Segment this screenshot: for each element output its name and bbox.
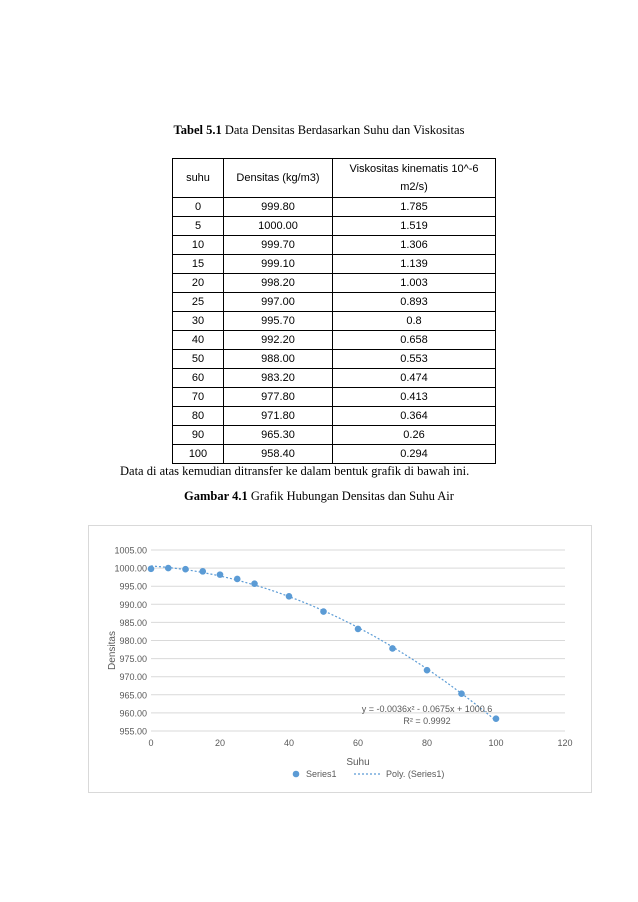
data-point	[199, 568, 206, 575]
data-table	[172, 158, 496, 464]
x-tick-label: 100	[488, 738, 504, 748]
data-point	[320, 608, 327, 615]
chart-caption-label: Gambar 4.1	[184, 489, 248, 503]
cell-viskositas: 1.519	[333, 217, 496, 236]
cell-densitas: 1000.00	[224, 217, 333, 236]
y-tick-label: 965.00	[119, 690, 147, 701]
cell-suhu: 25	[173, 293, 224, 312]
x-tick-label: 0	[148, 738, 154, 748]
cell-viskositas: 1.785	[333, 198, 496, 217]
data-point	[286, 593, 293, 600]
cell-densitas: 998.20	[224, 274, 333, 293]
x-tick-label: 20	[214, 738, 226, 748]
cell-suhu: 15	[173, 255, 224, 274]
legend-marker-series1	[293, 771, 300, 778]
table-row	[173, 407, 496, 426]
y-tick-label: 995.00	[119, 581, 147, 592]
header-viskositas	[333, 159, 496, 198]
trendline-r2: R² = 0.9992	[403, 716, 451, 726]
table-row	[173, 217, 496, 236]
table-caption-label: Tabel 5.1	[173, 123, 222, 137]
header-densitas: Densitas (kg/m3)	[224, 159, 333, 198]
cell-densitas: 999.80	[224, 198, 333, 217]
table-row	[173, 274, 496, 293]
data-point	[182, 566, 189, 573]
cell-suhu: 0	[173, 198, 224, 217]
cell-suhu: 40	[173, 331, 224, 350]
cell-viskositas: 0.474	[333, 369, 496, 388]
table-row	[173, 331, 496, 350]
data-point	[493, 715, 500, 722]
x-axis-title: Suhu	[346, 757, 370, 768]
x-tick-label: 60	[352, 738, 364, 748]
data-point	[355, 626, 362, 633]
table-row	[173, 445, 496, 464]
cell-viskositas: 1.306	[333, 236, 496, 255]
cell-viskositas: 0.294	[333, 445, 496, 464]
y-tick-label: 1005.00	[114, 545, 147, 556]
cell-densitas: 965.30	[224, 426, 333, 445]
cell-viskositas: 0.658	[333, 331, 496, 350]
cell-suhu: 10	[173, 236, 224, 255]
cell-viskositas: 0.553	[333, 350, 496, 369]
cell-suhu: 90	[173, 426, 224, 445]
trendline-equation: y = -0.0036x² - 0.0675x + 1000.6	[361, 704, 493, 714]
cell-densitas: 977.80	[224, 388, 333, 407]
cell-densitas: 983.20	[224, 369, 333, 388]
legend-label-trendline: Poly. (Series1)	[386, 769, 445, 779]
table-row	[173, 426, 496, 445]
cell-viskositas: 0.364	[333, 407, 496, 426]
cell-suhu: 20	[173, 274, 224, 293]
cell-densitas: 999.70	[224, 236, 333, 255]
y-tick-label: 985.00	[119, 617, 147, 628]
y-tick-label: 960.00	[119, 708, 147, 719]
cell-viskositas: 0.893	[333, 293, 496, 312]
cell-viskositas: 0.8	[333, 312, 496, 331]
data-point	[424, 667, 431, 674]
data-point	[389, 645, 396, 652]
chart-caption-text: Grafik Hubungan Densitas dan Suhu Air	[250, 489, 454, 503]
cell-suhu: 80	[173, 407, 224, 426]
data-point	[165, 565, 172, 572]
cell-densitas: 992.20	[224, 331, 333, 350]
table-row	[173, 350, 496, 369]
table-row	[173, 255, 496, 274]
table-body	[173, 198, 496, 464]
cell-densitas: 988.00	[224, 350, 333, 369]
legend-label-series1: Series1	[306, 769, 337, 779]
table-row	[173, 369, 496, 388]
cell-densitas: 958.40	[224, 445, 333, 464]
cell-densitas: 971.80	[224, 407, 333, 426]
paragraph: Data di atas kemudian ditransfer ke dalam bentuk grafik di bawah ini.	[120, 464, 470, 478]
cell-densitas: 999.10	[224, 255, 333, 274]
y-axis-title: Densitas	[107, 631, 118, 670]
header-viskositas-line2: m2/s)	[400, 181, 428, 193]
chart-frame	[88, 525, 592, 793]
table-row	[173, 293, 496, 312]
cell-viskositas: 1.139	[333, 255, 496, 274]
cell-suhu: 60	[173, 369, 224, 388]
cell-viskositas: 0.26	[333, 426, 496, 445]
density-chart	[89, 526, 591, 792]
y-tick-label: 975.00	[119, 654, 147, 665]
cell-suhu: 50	[173, 350, 224, 369]
cell-suhu: 30	[173, 312, 224, 331]
table-caption-text: Data Densitas Berdasarkan Suhu dan Viskositas	[224, 123, 465, 137]
table-row	[173, 388, 496, 407]
cell-densitas: 995.70	[224, 312, 333, 331]
data-point	[148, 566, 155, 573]
header-suhu: suhu	[173, 159, 224, 198]
cell-suhu: 70	[173, 388, 224, 407]
y-tick-label: 970.00	[119, 672, 147, 683]
data-point	[458, 690, 465, 697]
y-tick-label: 955.00	[119, 726, 147, 737]
cell-suhu: 5	[173, 217, 224, 236]
table-caption	[0, 123, 638, 138]
chart-caption	[0, 489, 638, 504]
x-tick-label: 120	[557, 738, 573, 748]
table-row	[173, 312, 496, 331]
table-row	[173, 198, 496, 217]
y-tick-label: 1000.00	[114, 563, 147, 574]
data-point	[234, 576, 241, 583]
cell-viskositas: 1.003	[333, 274, 496, 293]
table-row	[173, 236, 496, 255]
x-tick-label: 80	[421, 738, 433, 748]
trendline	[151, 566, 496, 721]
cell-suhu: 100	[173, 445, 224, 464]
data-point	[251, 580, 258, 587]
header-viskositas-line1: Viskositas kinematis 10^-6	[349, 163, 479, 175]
y-tick-label: 990.00	[119, 599, 147, 610]
y-tick-label: 980.00	[119, 636, 147, 646]
x-tick-label: 40	[283, 738, 295, 748]
cell-densitas: 997.00	[224, 293, 333, 312]
data-point	[217, 571, 224, 578]
cell-viskositas: 0.413	[333, 388, 496, 407]
